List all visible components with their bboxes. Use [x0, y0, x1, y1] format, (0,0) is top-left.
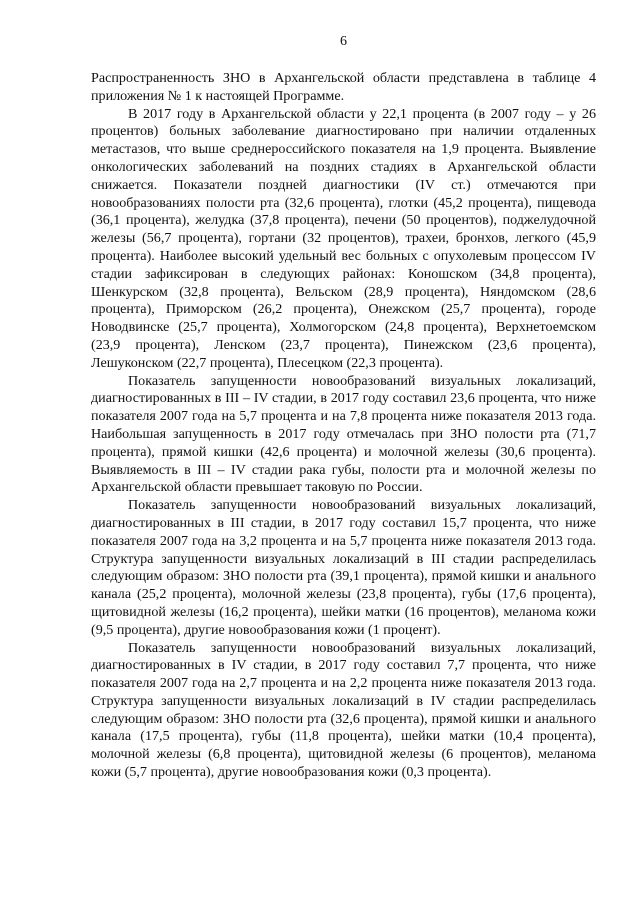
paragraph-late-stage-diagnosis: В 2017 году в Архангельской области у 22,1 процента (в 2007 году – у 26 процентов) больных заболевание диагностировано при наличии отдаленных метастазов, что выше среднероссийского показателя на 1,9 процента. Выявление онкологических заболеваний на поздних стадиях в Архангельской области снижается. Показатели поздней диагностики (IV ст.) отмечаются при новообразованиях полости рта (32,6 процента), глотки (45,2 процента), пищевода (36,1 процента), желудка (37,8 процента), печени (50 процентов), поджелудочной железы (56,7 процента), гортани (32 процентов), трахеи, бронхов, легкого (45,9 процента). Наиболее высокий удельный вес больных с опухолевым процессом IV стадии зафиксирован в следующих районах: Коношском (34,8 процента), Шенкурском (32,8 процента), Вельском (28,9 процента), Няндомском (28,6 процента), Приморском (26,2 процента), Онежском (25,7 процента), городе Новодвинске (25,7 процента), Холмогорском (24,8 процента), Верхнетоемском (23,9 процента), Ленском (23,7 процента), Пинежском (23,6 процента), Лешуконском (22,7 процента), Плесецком (22,3 процента). [91, 105, 596, 371]
paragraph-neglect-stage-3: Показатель запущенности новообразований визуальных локализаций, диагностированных в III стадии, в 2017 году составил 15,7 процента, что ниже показателя 2007 года на 3,2 процента и на 5,7 процента ниже показателя 2013 года. Структура запущенности визуальных локализаций в III стадии распределилась следующим образом: ЗНО полости рта (39,1 процента), прямой кишки и анального канала (25,2 процента), молочной железы (23,8 процента), губы (17,6 процента), щитовидной железы (16,2 процента), шейки матки (16 процентов), меланома кожи (9,5 процента), другие новообразования кожи (1 процент). [91, 497, 596, 638]
paragraph-prevalence: Распространенность ЗНО в Архангельской области представлена в таблице 4 приложения № 1 к настоящей Программе. [91, 70, 596, 104]
paragraph-neglect-stage-4: Показатель запущенности новообразований визуальных локализаций, диагностированных в IV стадии, в 2017 году составил 7,7 процента, что ниже показателя 2007 года на 2,7 процента и на 2,2 процента ниже показателя 2013 года. Структура запущенности визуальных локализаций в IV стадии распределилась следующим образом: ЗНО полости рта (32,6 процента), прямой кишки и анального канала (17,5 процента), губы (11,8 процента), шейки матки (10,4 процента), молочной железы (6,8 процента), щитовидной железы (6 процентов), меланома кожи (5,7 процента), другие новообразования кожи (0,3 процента). [91, 639, 596, 781]
document-body [91, 70, 596, 782]
paragraph-neglect-stage-3-4: Показатель запущенности новообразований визуальных локализаций, диагностированных в III – IV стадии, в 2017 году составил 23,6 процента, что ниже показателя 2007 года на 5,7 процента и на 7,8 процента ниже показателя 2013 года. Наибольшая запущенность в 2017 году отмечалась при ЗНО полости рта (71,7 процента), прямой кишки (42,6 процента) и молочной железы (30,6 процента). Выявляемость в III – IV стадии рака губы, полости рта и молочной железы по Архангельской области превышает таковую по России. [91, 372, 596, 496]
page-number: 6 [340, 34, 347, 49]
